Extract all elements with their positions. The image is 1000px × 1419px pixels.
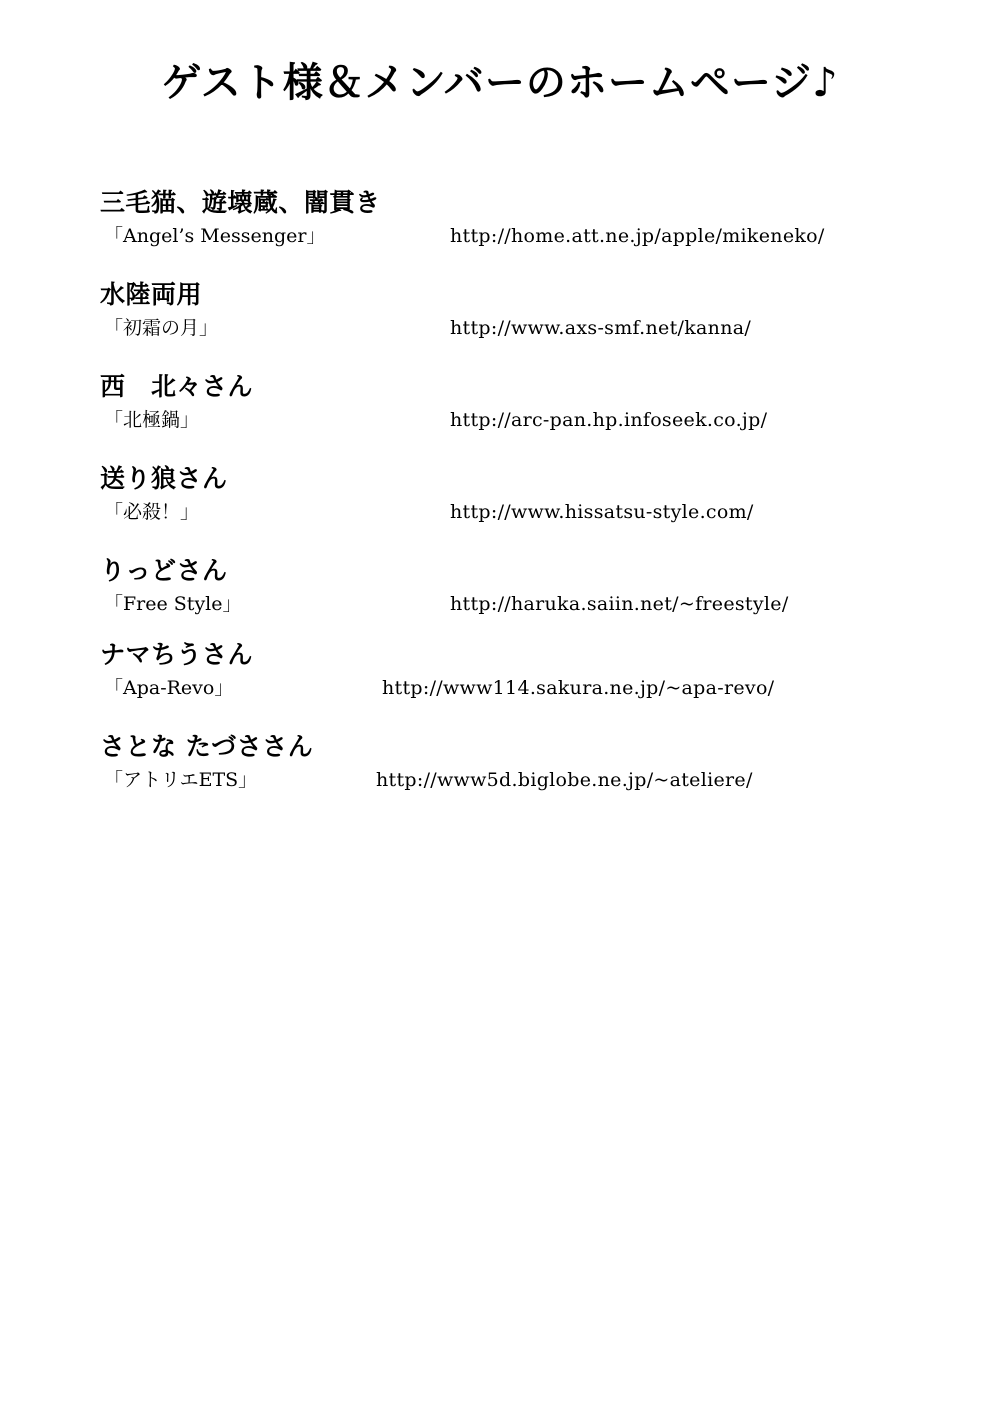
site-url-link[interactable]: http://www5d.biglobe.ne.jp/~ateliere/ xyxy=(376,769,753,791)
member-name: 三毛猫、遊壊蔵、闇貫き xyxy=(100,188,381,217)
site-url-link[interactable]: http://www114.sakura.ne.jp/~apa-revo/ xyxy=(382,677,775,699)
entry-row xyxy=(100,222,960,250)
entry-row xyxy=(100,406,960,434)
site-name: 「Free Style」 xyxy=(104,593,242,615)
entry-row xyxy=(100,498,960,526)
homepage-entry xyxy=(100,188,960,250)
entry-row xyxy=(100,314,960,342)
homepage-entry xyxy=(100,732,960,794)
entry-row xyxy=(100,674,960,702)
page-title: ゲスト様＆メンバーのホームページ♪ xyxy=(161,60,839,106)
site-url-link[interactable]: http://home.att.ne.jp/apple/mikeneko/ xyxy=(450,225,825,247)
homepage-entry xyxy=(100,640,960,702)
homepage-entry xyxy=(100,280,960,342)
site-name: 「必殺！」 xyxy=(104,501,200,523)
entry-row xyxy=(100,766,960,794)
homepage-entry xyxy=(100,372,960,434)
site-name: 「Apa-Revo」 xyxy=(104,677,234,699)
member-name: 送り狼さん xyxy=(100,464,228,493)
site-url-link[interactable]: http://haruka.saiin.net/~freestyle/ xyxy=(450,593,789,615)
site-name: 「アトリエETS」 xyxy=(104,769,258,791)
member-name: 西 北々さん xyxy=(100,372,254,401)
member-name: りっどさん xyxy=(100,556,228,585)
homepage-entry xyxy=(100,464,960,526)
site-name: 「Angel’s Messenger」 xyxy=(104,225,326,247)
member-name: ナマちうさん xyxy=(100,640,254,669)
member-name: さとな たづささん xyxy=(100,732,314,761)
site-name: 「初霜の月」 xyxy=(104,317,219,339)
site-url-link[interactable]: http://www.axs-smf.net/kanna/ xyxy=(450,317,752,339)
entry-row xyxy=(100,590,960,618)
homepage-entry xyxy=(100,556,960,618)
site-name: 「北極鍋」 xyxy=(104,409,200,431)
member-name: 水陸両用 xyxy=(100,280,203,309)
site-url-link[interactable]: http://www.hissatsu-style.com/ xyxy=(450,501,754,523)
site-url-link[interactable]: http://arc-pan.hp.infoseek.co.jp/ xyxy=(450,409,768,431)
